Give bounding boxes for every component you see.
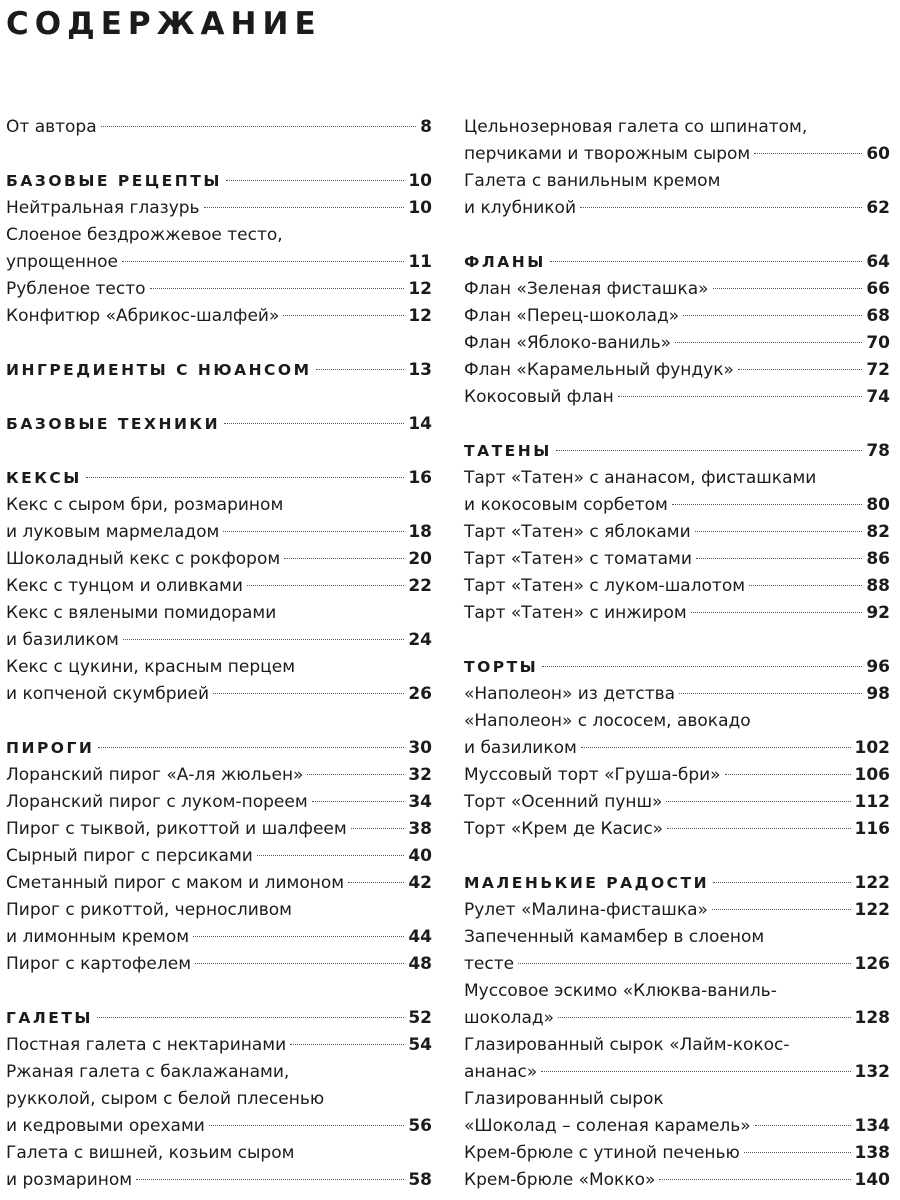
page-number: 12 (408, 279, 432, 299)
dot-leader (204, 207, 405, 208)
page-number: 140 (854, 1170, 890, 1190)
toc-entry (464, 1167, 890, 1194)
toc-entry (464, 303, 890, 330)
toc-entry-line: Кекс с сыром бри, розмарином (6, 495, 284, 515)
dot-leader (247, 585, 404, 586)
page-number: 34 (408, 792, 432, 812)
toc-entry (6, 195, 432, 222)
toc-entry (464, 384, 890, 411)
page-number: 44 (408, 927, 432, 947)
entry-title: Пирог с картофелем (6, 954, 192, 974)
dot-leader (351, 828, 405, 829)
page-number: 60 (866, 144, 890, 164)
entry-title: и кокосовым сорбетом (464, 495, 668, 515)
entry-title: Торт «Осенний пунш» (464, 792, 663, 812)
page-number: 122 (854, 873, 890, 893)
dot-leader (581, 747, 851, 748)
toc-entry-line: Галета с ванильным кремом (464, 171, 721, 191)
toc-section-heading (6, 735, 432, 762)
page-number: 62 (866, 198, 890, 218)
entry-title: Флан «Зеленая фисташка» (464, 279, 709, 299)
page-number: 64 (866, 252, 890, 272)
entry-title: Тарт «Татен» с луком-шалотом (464, 576, 746, 596)
toc-entry (6, 789, 432, 816)
toc-entry (6, 843, 432, 870)
entry-title: и луковым мармеладом (6, 522, 220, 542)
page-number: 122 (854, 900, 890, 920)
toc-entry (6, 1167, 432, 1194)
entry-title: Сырный пирог с персиками (6, 846, 253, 866)
entry-title: Кекс с тунцом и оливками (6, 576, 243, 596)
toc-entry (464, 789, 890, 816)
toc-entry (464, 1005, 890, 1032)
toc-entry (6, 1032, 432, 1059)
dot-leader (97, 1017, 404, 1018)
page-number: 24 (408, 630, 432, 650)
entry-title: тесте (464, 954, 515, 974)
dot-leader (695, 531, 863, 532)
page-number: 96 (866, 657, 890, 677)
toc-entry (6, 816, 432, 843)
dot-leader (675, 342, 862, 343)
toc-entry-line: Тарт «Татен» с ананасом, фисташками (464, 468, 817, 488)
entry-title: Кокосовый флан (464, 387, 614, 407)
entry-title: «Наполеон» из детства (464, 684, 676, 704)
toc-entry (464, 762, 890, 789)
page-number: 134 (854, 1116, 890, 1136)
section-title: ИНГРЕДИЕНТЫ С НЮАНСОМ (6, 361, 312, 379)
entry-title: и кедровыми орехами (6, 1116, 205, 1136)
toc-section-heading (464, 870, 890, 897)
dot-leader (672, 504, 863, 505)
page-title: СОДЕРЖАНИЕ (6, 6, 322, 42)
toc-entry (464, 573, 890, 600)
entry-title: ананас» (464, 1062, 538, 1082)
toc-section-heading (6, 357, 432, 384)
page-number: 13 (408, 360, 432, 380)
toc-column-left (6, 114, 432, 1194)
page-number: 66 (866, 279, 890, 299)
dot-leader (348, 882, 404, 883)
page-number: 72 (866, 360, 890, 380)
dot-leader (101, 126, 417, 127)
toc-entry (6, 1113, 432, 1140)
page-number: 20 (408, 549, 432, 569)
dot-leader (123, 639, 404, 640)
toc-entry (464, 519, 890, 546)
entry-title: Лоранский пирог с луком-пореем (6, 792, 308, 812)
toc-entry (464, 492, 890, 519)
section-title: ПИРОГИ (6, 739, 95, 757)
page-number: 48 (408, 954, 432, 974)
toc-entry-line: рукколой, сыром с белой плесенью (6, 1089, 325, 1109)
entry-title: «Шоколад – соленая карамель» (464, 1116, 751, 1136)
dot-leader (290, 1044, 404, 1045)
page-number: 106 (854, 765, 890, 785)
toc-entry (6, 573, 432, 600)
toc-entry (464, 897, 890, 924)
page-number: 26 (408, 684, 432, 704)
entry-title: Флан «Перец-шоколад» (464, 306, 680, 326)
toc-entry (464, 141, 890, 168)
toc-entry (6, 546, 432, 573)
page-number: 8 (420, 117, 432, 137)
dot-leader (659, 1179, 850, 1180)
entry-title: Рулет «Малина-фисташка» (464, 900, 708, 920)
dot-leader (667, 828, 850, 829)
page-number: 22 (408, 576, 432, 596)
dot-leader (744, 1152, 851, 1153)
dot-leader (195, 963, 404, 964)
page-number: 102 (854, 738, 890, 758)
toc-entry (6, 762, 432, 789)
entry-title: и базиликом (6, 630, 119, 650)
dot-leader (541, 1071, 850, 1072)
page-number: 138 (854, 1143, 890, 1163)
entry-title: Лоранский пирог «А-ля жюльен» (6, 765, 304, 785)
toc-entry-line: Пирог с рикоттой, черносливом (6, 900, 292, 920)
section-title: МАЛЕНЬКИЕ РАДОСТИ (464, 874, 710, 892)
dot-leader (618, 396, 863, 397)
toc-section-heading (464, 654, 890, 681)
toc-entry-line: Ржаная галета с баклажанами, (6, 1062, 290, 1082)
toc-entry-line: Кекс с цукини, красным перцем (6, 657, 296, 677)
toc-section-heading (464, 438, 890, 465)
toc-section-heading (6, 465, 432, 492)
dot-leader (542, 666, 862, 667)
dot-leader (713, 882, 850, 883)
toc-entry-line: Глазированный сырок (464, 1089, 664, 1109)
dot-leader (316, 369, 405, 370)
page-number: 78 (866, 441, 890, 461)
dot-leader (98, 747, 404, 748)
toc-entry (6, 276, 432, 303)
dot-leader (754, 153, 862, 154)
page-number: 92 (866, 603, 890, 623)
dot-leader (713, 288, 863, 289)
dot-leader (666, 801, 850, 802)
toc-entry-line: Слоеное бездрожжевое тесто, (6, 225, 283, 245)
dot-leader (257, 855, 404, 856)
toc-entry (6, 519, 432, 546)
toc-entry (464, 357, 890, 384)
page-number: 126 (854, 954, 890, 974)
toc-entry (464, 951, 890, 978)
entry-title: перчиками и творожным сыром (464, 144, 751, 164)
toc-entry (464, 735, 890, 762)
page-number: 82 (866, 522, 890, 542)
toc-entry-line: Цельнозерновая галета со шпинатом, (464, 117, 808, 137)
dot-leader (122, 261, 404, 262)
dot-leader (284, 558, 404, 559)
toc-entry (464, 1113, 890, 1140)
entry-title: Флан «Яблоко-ваниль» (464, 333, 672, 353)
entry-title: Муссовый торт «Груша-бри» (464, 765, 721, 785)
dot-leader (755, 1125, 851, 1126)
dot-leader (749, 585, 862, 586)
toc-section-heading (6, 1005, 432, 1032)
entry-title: Тарт «Татен» с инжиром (464, 603, 687, 623)
dot-leader (312, 801, 405, 802)
entry-title: и клубникой (464, 198, 577, 218)
toc-entry (464, 195, 890, 222)
dot-leader (223, 531, 404, 532)
toc-entry-line: Кекс с вялеными помидорами (6, 603, 277, 623)
page-number: 12 (408, 306, 432, 326)
entry-title: Тарт «Татен» с томатами (464, 549, 692, 569)
page-number: 42 (408, 873, 432, 893)
dot-leader (283, 315, 404, 316)
page-number: 16 (408, 468, 432, 488)
entry-title: Сметанный пирог с маком и лимоном (6, 873, 345, 893)
toc-entry (464, 546, 890, 573)
section-title: ТОРТЫ (464, 658, 539, 676)
page-number: 68 (866, 306, 890, 326)
page-number: 112 (854, 792, 890, 812)
toc-section-heading (464, 249, 890, 276)
dot-leader (556, 450, 863, 451)
toc-entry (464, 1059, 890, 1086)
toc-entry (6, 870, 432, 897)
toc-entry-line: Галета с вишней, козьим сыром (6, 1143, 295, 1163)
page-number: 10 (408, 171, 432, 191)
entry-title: Крем-брюле с утиной печенью (464, 1143, 740, 1163)
toc-entry (6, 681, 432, 708)
entry-title: шоколад» (464, 1008, 555, 1028)
entry-title: Пирог с тыквой, рикоттой и шалфеем (6, 819, 347, 839)
entry-title: и базиликом (464, 738, 577, 758)
dot-leader (209, 1125, 404, 1126)
dot-leader (550, 261, 863, 262)
toc-entry (6, 249, 432, 276)
toc-entry (6, 924, 432, 951)
toc-entry-line: «Наполеон» с лососем, авокадо (464, 711, 751, 731)
section-title: ФЛАНЫ (464, 253, 546, 271)
page-number: 80 (866, 495, 890, 515)
page-number: 128 (854, 1008, 890, 1028)
page-number: 70 (866, 333, 890, 353)
dot-leader (725, 774, 851, 775)
entry-title: Нейтральная глазурь (6, 198, 200, 218)
toc-entry-line: Муссовое эскимо «Клюква-ваниль- (464, 981, 777, 1001)
dot-leader (86, 477, 404, 478)
entry-title: и розмарином (6, 1170, 133, 1190)
page-number: 11 (408, 252, 432, 272)
toc-entry (464, 330, 890, 357)
page-number: 74 (866, 387, 890, 407)
page-number: 52 (408, 1008, 432, 1028)
page-number: 54 (408, 1035, 432, 1055)
entry-title: Торт «Крем де Касис» (464, 819, 664, 839)
dot-leader (580, 207, 862, 208)
toc-section-heading (6, 411, 432, 438)
entry-title: Конфитюр «Абрикос-шалфей» (6, 306, 280, 326)
page-number: 98 (866, 684, 890, 704)
entry-title: Постная галета с нектаринами (6, 1035, 287, 1055)
section-title: ГАЛЕТЫ (6, 1009, 93, 1027)
toc-entry-line: Глазированный сырок «Лайм-кокос- (464, 1035, 790, 1055)
toc-section-heading (6, 168, 432, 195)
toc-entry (464, 600, 890, 627)
entry-title: Флан «Карамельный фундук» (464, 360, 734, 380)
entry-title: Рубленое тесто (6, 279, 146, 299)
page-number: 40 (408, 846, 432, 866)
page-number: 18 (408, 522, 432, 542)
toc-entry (6, 627, 432, 654)
toc-entry (6, 114, 432, 141)
dot-leader (307, 774, 404, 775)
dot-leader (679, 693, 862, 694)
page-number: 86 (866, 549, 890, 569)
dot-leader (193, 936, 404, 937)
dot-leader (150, 288, 405, 289)
toc-entry (6, 303, 432, 330)
entry-title: и лимонным кремом (6, 927, 190, 947)
entry-title: От автора (6, 117, 97, 137)
page-number: 58 (408, 1170, 432, 1190)
dot-leader (226, 180, 404, 181)
section-title: КЕКСЫ (6, 469, 82, 487)
toc-entry-line: Запеченный камамбер в слоеном (464, 927, 765, 947)
toc-column-right (464, 114, 890, 1194)
toc-entry (464, 816, 890, 843)
section-title: БАЗОВЫЕ ТЕХНИКИ (6, 415, 221, 433)
section-title: БАЗОВЫЕ РЕЦЕПТЫ (6, 172, 222, 190)
toc-entry (6, 951, 432, 978)
page-number: 30 (408, 738, 432, 758)
page-number: 116 (854, 819, 890, 839)
toc-entry (464, 681, 890, 708)
page-number: 14 (408, 414, 432, 434)
entry-title: Шоколадный кекс с рокфором (6, 549, 281, 569)
page-number: 88 (866, 576, 890, 596)
page-number: 10 (408, 198, 432, 218)
entry-title: Тарт «Татен» с яблоками (464, 522, 691, 542)
page-number: 38 (408, 819, 432, 839)
entry-title: Крем-брюле «Мокко» (464, 1170, 656, 1190)
page-number: 132 (854, 1062, 890, 1082)
dot-leader (696, 558, 862, 559)
section-title: ТАТЕНЫ (464, 442, 552, 460)
dot-leader (213, 693, 404, 694)
page-number: 32 (408, 765, 432, 785)
dot-leader (518, 963, 850, 964)
entry-title: и копченой скумбрией (6, 684, 210, 704)
page-number: 56 (408, 1116, 432, 1136)
dot-leader (738, 369, 862, 370)
dot-leader (136, 1179, 404, 1180)
dot-leader (558, 1017, 850, 1018)
toc-entry (464, 1140, 890, 1167)
dot-leader (683, 315, 862, 316)
dot-leader (712, 909, 851, 910)
toc-entry (464, 276, 890, 303)
entry-title: упрощенное (6, 252, 118, 272)
dot-leader (691, 612, 863, 613)
dot-leader (224, 423, 404, 424)
